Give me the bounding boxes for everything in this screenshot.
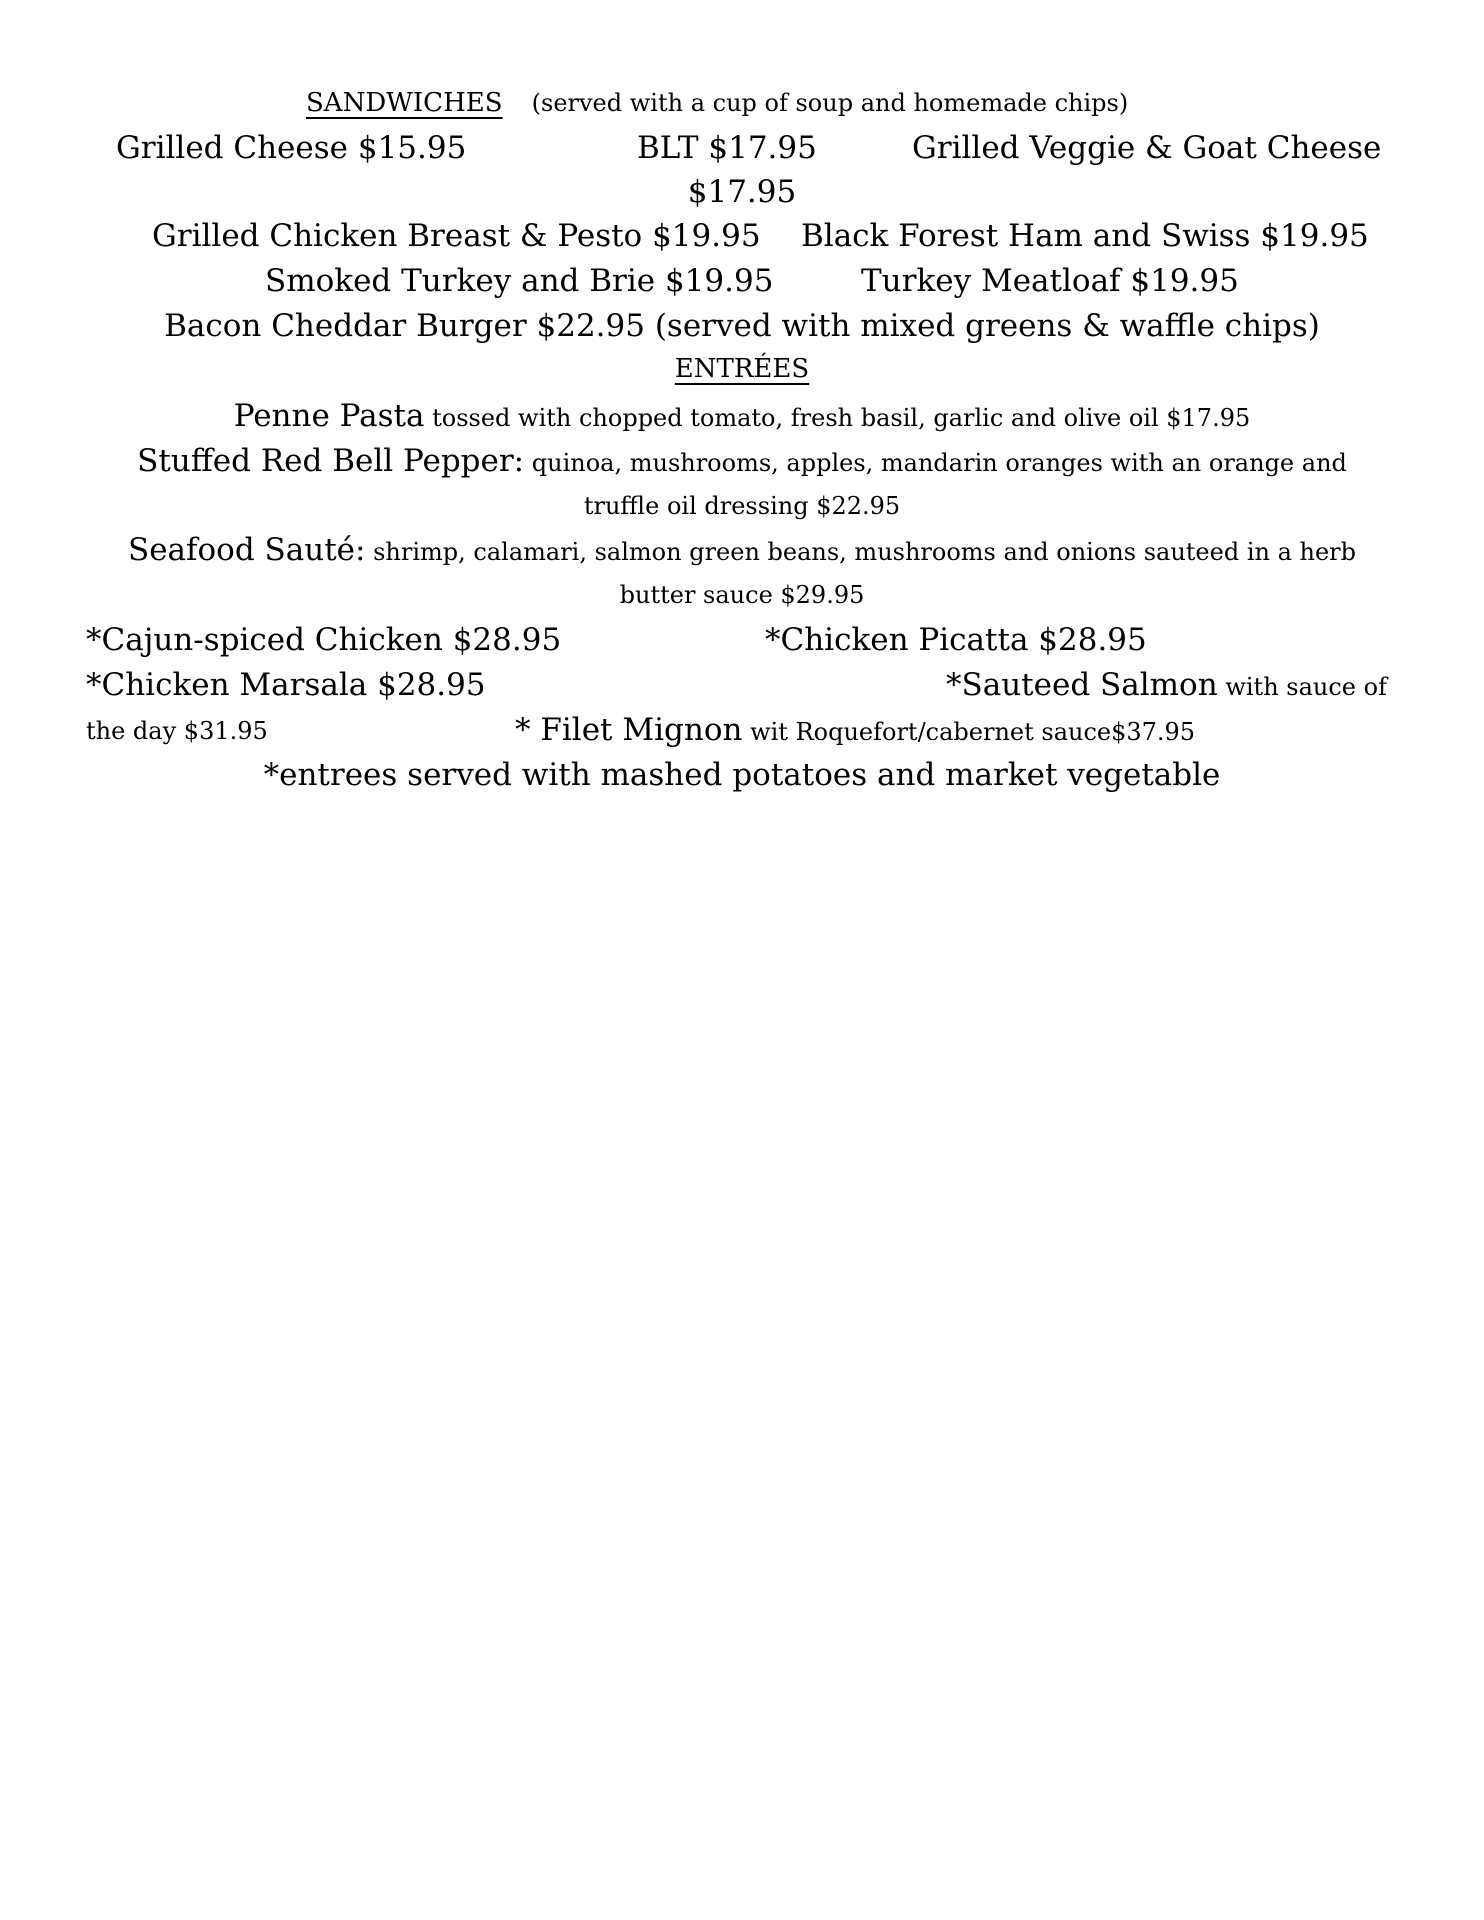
seafood-saute-name: Seafood Sauté: bbox=[127, 532, 366, 568]
menu-item-turkey-brie: Smoked Turkey and Brie $19.95 bbox=[265, 263, 774, 299]
entrees-heading: ENTRÉES bbox=[674, 354, 810, 384]
sandwiches-heading-line bbox=[306, 90, 1128, 116]
menu-item-ham-swiss: Black Forest Ham and Swiss $19.95 bbox=[801, 218, 1369, 254]
filet-mignon-name: * Filet Mignon bbox=[515, 712, 743, 748]
sauteed-salmon-name: *Sauteed Salmon bbox=[946, 667, 1218, 703]
sandwiches-note: (served with a cup of soup and homemade chips) bbox=[531, 89, 1129, 117]
menu-item-chicken-picatta: *Chicken Picatta $28.95 bbox=[765, 622, 1147, 658]
sauteed-salmon-description: with sauce of bbox=[1217, 673, 1387, 701]
menu-item-chicken-marsala: *Chicken Marsala $28.95 bbox=[86, 667, 486, 703]
menu-item-stuffed-pepper bbox=[0, 443, 1484, 479]
menu-item-grilled-veggie: Grilled Veggie & Goat Cheese bbox=[912, 130, 1382, 166]
seafood-saute-description: shrimp, calamari, salmon green beans, mushrooms and onions sauteed in a herb bbox=[365, 538, 1357, 566]
penne-pasta-name: Penne Pasta bbox=[233, 398, 425, 434]
entrees-heading-line bbox=[0, 356, 1484, 382]
entrees-footnote: *entrees served with mashed potatoes and market vegetable bbox=[263, 757, 1221, 793]
sauteed-salmon-description-cont: the day $31.95 bbox=[86, 717, 268, 745]
menu-item-penne-pasta bbox=[0, 398, 1484, 434]
stuffed-pepper-description: quinoa, mushrooms, apples, mandarin oranges with an orange and bbox=[524, 449, 1347, 477]
menu-item-grilled-cheese: Grilled Cheese $15.95 bbox=[116, 130, 467, 166]
filet-mignon-description: wit Roquefort/cabernet sauce$37.95 bbox=[742, 718, 1196, 746]
menu-item-grilled-veggie-price: $17.95 bbox=[687, 174, 797, 210]
stuffed-pepper-name: Stuffed Red Bell Pepper: bbox=[137, 443, 525, 479]
stuffed-pepper-description-cont: truffle oil dressing $22.95 bbox=[583, 492, 901, 520]
menu-item-blt: BLT $17.95 bbox=[637, 130, 817, 166]
menu-item-cajun-chicken: *Cajun-spiced Chicken $28.95 bbox=[86, 622, 562, 658]
menu-item-filet-mignon bbox=[515, 712, 1196, 748]
menu-item-chicken-pesto: Grilled Chicken Breast & Pesto $19.95 bbox=[152, 218, 761, 254]
menu-item-seafood-saute bbox=[0, 532, 1484, 568]
seafood-saute-description-cont: butter sauce $29.95 bbox=[619, 581, 865, 609]
menu-item-bacon-burger: Bacon Cheddar Burger $22.95 (served with mixed greens & waffle chips) bbox=[164, 308, 1320, 344]
penne-pasta-description: tossed with chopped tomato, fresh basil, garlic and olive oil $17.95 bbox=[424, 404, 1251, 432]
menu-item-turkey-meatloaf: Turkey Meatloaf $19.95 bbox=[861, 263, 1239, 299]
sandwiches-heading: SANDWICHES bbox=[306, 88, 503, 118]
menu-item-sauteed-salmon bbox=[946, 667, 1387, 703]
